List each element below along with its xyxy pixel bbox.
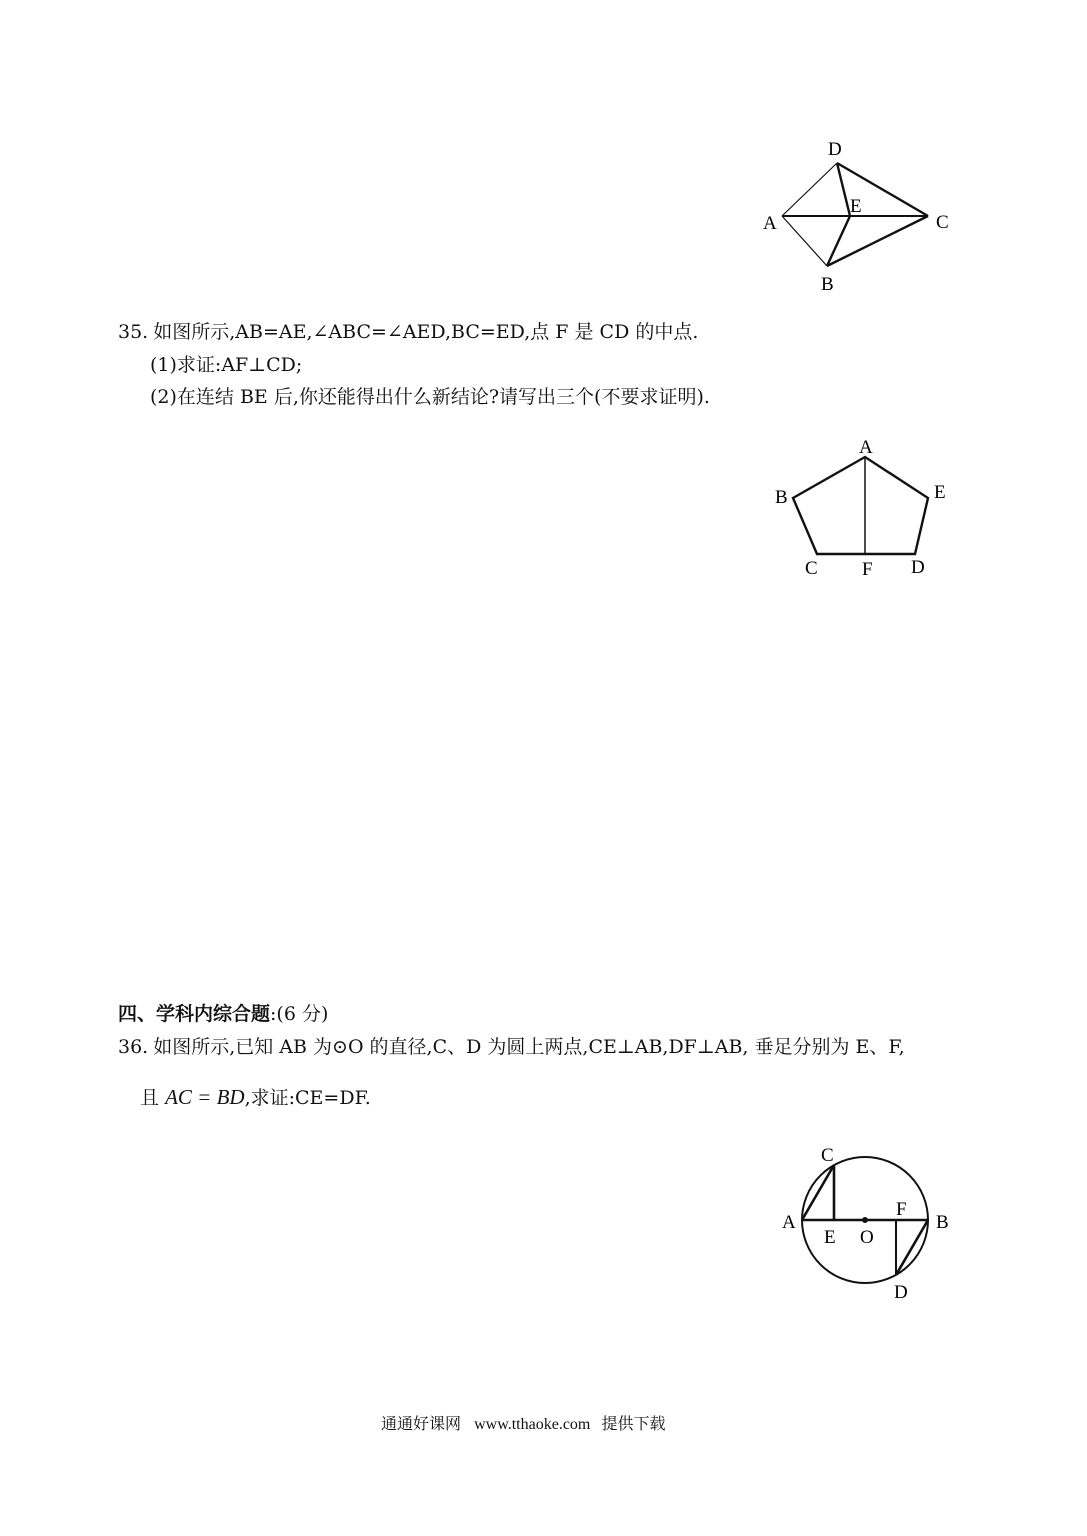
- condition-prefix: 且: [140, 1087, 160, 1109]
- segment-de: [837, 163, 850, 216]
- section-score: :(6 分): [270, 1003, 329, 1025]
- section-title: 四、学科内综合题: [118, 1003, 271, 1025]
- condition-suffix: ,求证:CE=DF.: [244, 1087, 371, 1109]
- question-text: 如图所示,已知 AB 为⊙O 的直径,C、D 为圆上两点,CE⊥AB,DF⊥AB, 垂足分别为 E、F,: [153, 1036, 905, 1058]
- question-35-part-1: (1)求证:AF⊥CD;: [150, 354, 303, 376]
- footer-suffix: 提供下载: [601, 1414, 666, 1433]
- figure-quadrilateral-abcd: [750, 130, 970, 300]
- label-b: B: [821, 274, 834, 295]
- chord-bd: [896, 1220, 928, 1275]
- footer-site: 通通好课网: [381, 1414, 462, 1433]
- figure-pentagon: [765, 430, 965, 585]
- condition-equation: AC = BD: [165, 1085, 245, 1109]
- page-footer: [381, 1411, 665, 1434]
- chord-ac: [802, 1165, 834, 1220]
- label-e: E: [934, 482, 946, 503]
- label-a: A: [782, 1212, 796, 1233]
- label-f: F: [862, 559, 873, 580]
- label-e: E: [850, 196, 862, 217]
- segment-bc: [827, 216, 928, 266]
- segment-ab: [782, 216, 827, 266]
- question-number: 36.: [118, 1036, 149, 1058]
- label-c: C: [936, 212, 949, 233]
- question-35-stem: [118, 320, 698, 344]
- label-d: D: [911, 557, 925, 578]
- question-35-part-2: (2)在连结 BE 后,你还能得出什么新结论?请写出三个(不要求证明).: [150, 386, 710, 408]
- label-c: C: [805, 558, 818, 579]
- question-36-condition: [140, 1085, 371, 1110]
- footer-url[interactable]: www.tthaoke.com: [474, 1416, 591, 1433]
- label-d: D: [828, 139, 842, 160]
- segment-ad: [782, 163, 837, 216]
- label-e: E: [824, 1227, 836, 1248]
- label-a: A: [763, 213, 777, 234]
- segment-be: [827, 216, 850, 266]
- pentagon-abcde: [793, 457, 928, 554]
- label-o: O: [860, 1227, 874, 1248]
- section-heading: [118, 1002, 328, 1026]
- label-d: D: [894, 1282, 908, 1303]
- label-f: F: [896, 1199, 907, 1220]
- label-c: C: [821, 1145, 834, 1166]
- question-number: 35.: [118, 321, 149, 343]
- label-b: B: [775, 487, 788, 508]
- question-text: 如图所示,AB=AE,∠ABC=∠AED,BC=ED,点 F 是 CD 的中点.: [153, 321, 699, 343]
- label-b: B: [936, 1212, 949, 1233]
- label-a: A: [859, 437, 873, 458]
- figure-circle: [770, 1135, 970, 1310]
- center-point: [863, 1218, 868, 1223]
- question-36-stem: [118, 1035, 905, 1059]
